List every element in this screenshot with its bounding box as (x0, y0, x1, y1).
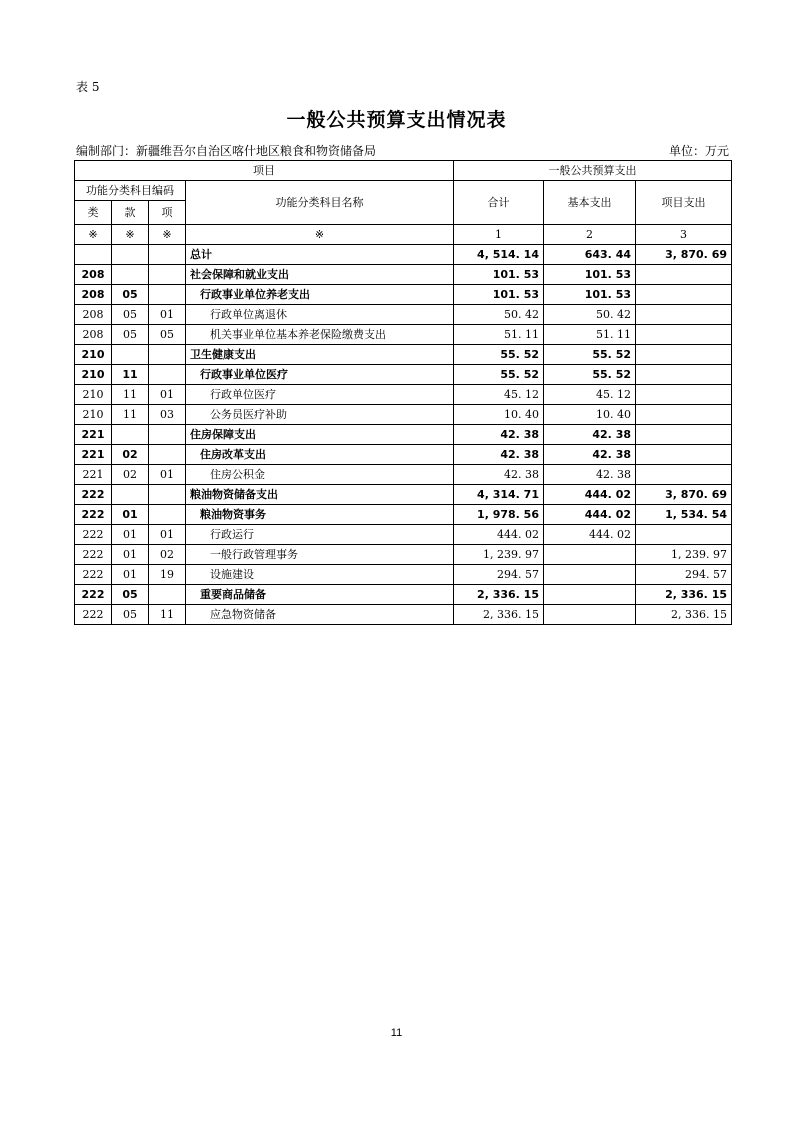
cell-total: 1, 978. 56 (454, 505, 544, 525)
cell-kuan (112, 345, 149, 365)
cell-xiang (149, 345, 186, 365)
table-row (75, 245, 732, 265)
table-row (75, 425, 732, 445)
cell-proj: 294. 57 (636, 565, 732, 585)
cell-lei (75, 245, 112, 265)
cell-basic: 101. 53 (544, 285, 636, 305)
cell-total: 101. 53 (454, 285, 544, 305)
cell-basic: 444. 02 (544, 505, 636, 525)
cell-kuan (112, 265, 149, 285)
header-xiang: 项 (149, 201, 186, 225)
cell-basic (544, 545, 636, 565)
cell-kuan: 02 (112, 465, 149, 485)
cell-proj (636, 525, 732, 545)
cell-lei: 208 (75, 305, 112, 325)
cell-kuan: 05 (112, 605, 149, 625)
table-body (75, 245, 732, 625)
table-row (75, 305, 732, 325)
table-row (75, 265, 732, 285)
table-row (75, 485, 732, 505)
cell-name: 粮油物资储备支出 (186, 485, 454, 505)
cell-name: 卫生健康支出 (186, 345, 454, 365)
cell-basic (544, 565, 636, 585)
cell-proj (636, 265, 732, 285)
cell-name: 重要商品储备 (186, 585, 454, 605)
cell-total: 10. 40 (454, 405, 544, 425)
table-row (75, 365, 732, 385)
cell-proj (636, 365, 732, 385)
cell-total: 294. 57 (454, 565, 544, 585)
cell-xiang (149, 485, 186, 505)
cell-basic: 444. 02 (544, 525, 636, 545)
cell-kuan: 05 (112, 325, 149, 345)
cell-xiang (149, 585, 186, 605)
mark-lei: ※ (75, 225, 112, 245)
cell-kuan: 11 (112, 385, 149, 405)
cell-total: 42. 38 (454, 425, 544, 445)
table-row (75, 445, 732, 465)
header-code: 功能分类科目编码 (75, 181, 186, 201)
cell-proj (636, 305, 732, 325)
page-title: 一般公共预算支出情况表 (286, 109, 507, 131)
cell-name: 社会保障和就业支出 (186, 265, 454, 285)
cell-xiang: 05 (149, 325, 186, 345)
cell-kuan: 11 (112, 365, 149, 385)
department-label: 编制部门：新疆维吾尔自治区喀什地区粮食和物资储备局 (76, 144, 377, 158)
cell-total: 42. 38 (454, 445, 544, 465)
header-proj: 项目支出 (636, 181, 732, 225)
cell-total: 2, 336. 15 (454, 605, 544, 625)
cell-total: 1, 239. 97 (454, 545, 544, 565)
cell-total: 42. 38 (454, 465, 544, 485)
cell-kuan: 05 (112, 585, 149, 605)
cell-xiang: 01 (149, 305, 186, 325)
table-row (75, 325, 732, 345)
cell-lei: 210 (75, 365, 112, 385)
cell-total: 45. 12 (454, 385, 544, 405)
cell-xiang: 01 (149, 525, 186, 545)
cell-name: 行政事业单位养老支出 (186, 285, 454, 305)
cell-lei: 222 (75, 545, 112, 565)
table-row (75, 605, 732, 625)
header-budget: 一般公共预算支出 (454, 161, 732, 181)
cell-proj: 2, 336. 15 (636, 585, 732, 605)
cell-lei: 221 (75, 445, 112, 465)
cell-name: 行政单位离退休 (186, 305, 454, 325)
cell-kuan: 05 (112, 285, 149, 305)
cell-lei: 221 (75, 425, 112, 445)
cell-basic: 42. 38 (544, 465, 636, 485)
cell-basic (544, 605, 636, 625)
cell-total: 444. 02 (454, 525, 544, 545)
header-basic: 基本支出 (544, 181, 636, 225)
cell-basic: 45. 12 (544, 385, 636, 405)
cell-name: 一般行政管理事务 (186, 545, 454, 565)
cell-name: 设施建设 (186, 565, 454, 585)
header-total: 合计 (454, 181, 544, 225)
cell-proj: 3, 870. 69 (636, 485, 732, 505)
cell-kuan: 01 (112, 505, 149, 525)
cell-lei: 222 (75, 485, 112, 505)
cell-lei: 208 (75, 325, 112, 345)
cell-proj (636, 465, 732, 485)
cell-proj (636, 325, 732, 345)
cell-proj: 1, 239. 97 (636, 545, 732, 565)
cell-kuan: 01 (112, 565, 149, 585)
cell-name: 行政单位医疗 (186, 385, 454, 405)
header-lei: 类 (75, 201, 112, 225)
cell-lei: 208 (75, 285, 112, 305)
cell-xiang (149, 365, 186, 385)
cell-basic (544, 585, 636, 605)
cell-xiang: 11 (149, 605, 186, 625)
cell-xiang (149, 425, 186, 445)
cell-name: 住房改革支出 (186, 445, 454, 465)
cell-kuan: 11 (112, 405, 149, 425)
cell-kuan (112, 425, 149, 445)
table-row (75, 585, 732, 605)
table-row (75, 505, 732, 525)
cell-lei: 210 (75, 385, 112, 405)
unit-label: 单位：万元 (668, 144, 729, 158)
cell-xiang: 03 (149, 405, 186, 425)
cell-basic: 101. 53 (544, 265, 636, 285)
table-number: 表 5 (76, 80, 100, 94)
table-row (75, 405, 732, 425)
cell-lei: 210 (75, 405, 112, 425)
cell-proj (636, 405, 732, 425)
cell-proj: 3, 870. 69 (636, 245, 732, 265)
cell-lei: 222 (75, 585, 112, 605)
cell-xiang (149, 265, 186, 285)
cell-xiang (149, 245, 186, 265)
cell-basic: 42. 38 (544, 445, 636, 465)
cell-name: 应急物资储备 (186, 605, 454, 625)
cell-name: 总计 (186, 245, 454, 265)
cell-kuan (112, 485, 149, 505)
cell-basic: 50. 42 (544, 305, 636, 325)
cell-name: 行政事业单位医疗 (186, 365, 454, 385)
cell-lei: 222 (75, 525, 112, 545)
cell-total: 2, 336. 15 (454, 585, 544, 605)
cell-lei: 222 (75, 565, 112, 585)
cell-lei: 221 (75, 465, 112, 485)
cell-total: 55. 52 (454, 365, 544, 385)
table-row (75, 345, 732, 365)
cell-proj (636, 385, 732, 405)
cell-xiang: 19 (149, 565, 186, 585)
cell-xiang (149, 285, 186, 305)
cell-proj (636, 345, 732, 365)
cell-proj (636, 445, 732, 465)
cell-kuan: 01 (112, 525, 149, 545)
cell-total: 50. 42 (454, 305, 544, 325)
cell-name: 行政运行 (186, 525, 454, 545)
table-row (75, 385, 732, 405)
table-row (75, 525, 732, 545)
cell-total: 55. 52 (454, 345, 544, 365)
cell-name: 住房公积金 (186, 465, 454, 485)
table-row (75, 285, 732, 305)
header-kuan: 款 (112, 201, 149, 225)
budget-table (74, 160, 732, 625)
header-name: 功能分类科目名称 (186, 181, 454, 225)
cell-lei: 222 (75, 605, 112, 625)
col-number-1: 1 (454, 225, 544, 245)
cell-basic: 42. 38 (544, 425, 636, 445)
cell-total: 4, 314. 71 (454, 485, 544, 505)
cell-basic: 55. 52 (544, 365, 636, 385)
header-project: 项目 (75, 161, 454, 181)
table-row (75, 545, 732, 565)
table-row (75, 465, 732, 485)
mark-kuan: ※ (112, 225, 149, 245)
cell-proj: 2, 336. 15 (636, 605, 732, 625)
mark-name: ※ (186, 225, 454, 245)
cell-xiang (149, 505, 186, 525)
cell-total: 51. 11 (454, 325, 544, 345)
cell-kuan: 05 (112, 305, 149, 325)
cell-name: 粮油物资事务 (186, 505, 454, 525)
cell-name: 住房保障支出 (186, 425, 454, 445)
col-number-3: 3 (636, 225, 732, 245)
cell-proj (636, 425, 732, 445)
cell-lei: 208 (75, 265, 112, 285)
col-number-2: 2 (544, 225, 636, 245)
cell-xiang: 01 (149, 385, 186, 405)
cell-xiang: 02 (149, 545, 186, 565)
mark-xiang: ※ (149, 225, 186, 245)
cell-xiang (149, 445, 186, 465)
page-number: 11 (390, 1027, 403, 1039)
cell-lei: 222 (75, 505, 112, 525)
cell-proj (636, 285, 732, 305)
cell-kuan: 01 (112, 545, 149, 565)
cell-total: 4, 514. 14 (454, 245, 544, 265)
cell-basic: 55. 52 (544, 345, 636, 365)
cell-name: 机关事业单位基本养老保险缴费支出 (186, 325, 454, 345)
cell-total: 101. 53 (454, 265, 544, 285)
cell-lei: 210 (75, 345, 112, 365)
table-row (75, 565, 732, 585)
cell-kuan: 02 (112, 445, 149, 465)
cell-kuan (112, 245, 149, 265)
cell-name: 公务员医疗补助 (186, 405, 454, 425)
cell-basic: 51. 11 (544, 325, 636, 345)
cell-basic: 643. 44 (544, 245, 636, 265)
cell-basic: 444. 02 (544, 485, 636, 505)
cell-proj: 1, 534. 54 (636, 505, 732, 525)
cell-basic: 10. 40 (544, 405, 636, 425)
cell-xiang: 01 (149, 465, 186, 485)
